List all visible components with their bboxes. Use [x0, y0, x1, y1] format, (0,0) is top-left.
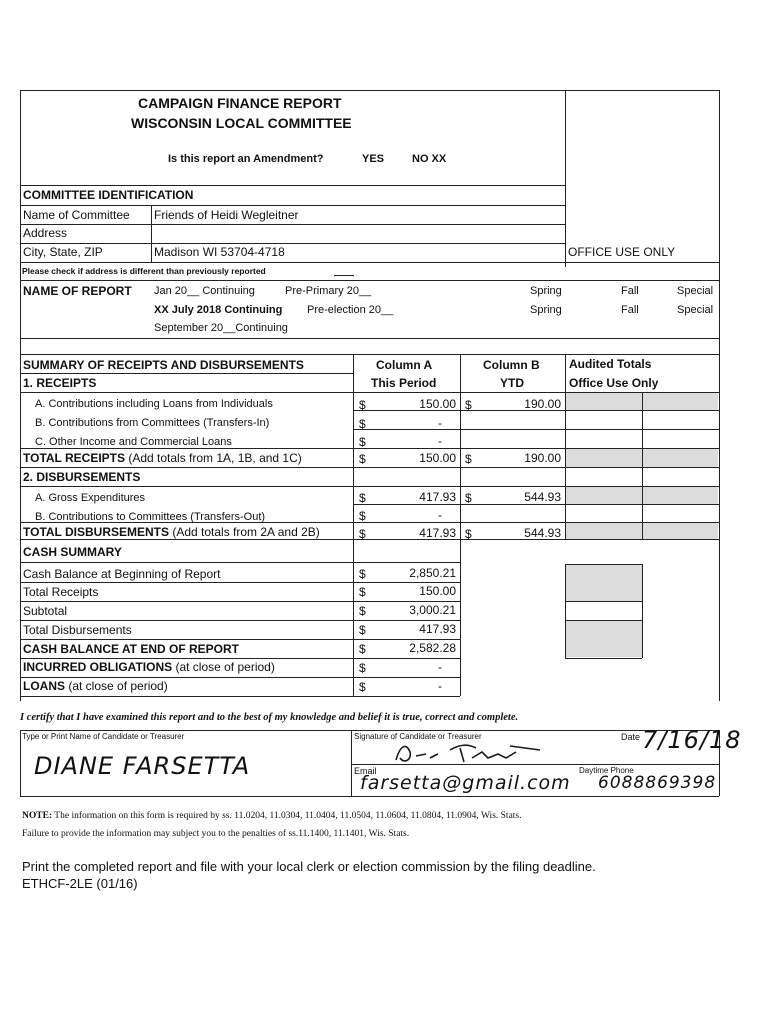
- loans-a[interactable]: -: [438, 679, 442, 693]
- other-income-a[interactable]: -: [438, 434, 442, 448]
- date-label: Date: [621, 732, 641, 742]
- dollar-sign: $: [359, 661, 366, 675]
- loans-label: LOANS (at close of period): [23, 679, 168, 693]
- gross-expenditures-a[interactable]: 417.93: [419, 490, 456, 504]
- rule: [351, 764, 719, 765]
- dollar-sign: $: [359, 527, 366, 541]
- contrib-individuals-b[interactable]: 190.00: [524, 397, 561, 411]
- rule: [20, 522, 719, 523]
- committee-section-title: COMMITTEE IDENTIFICATION: [23, 188, 194, 202]
- address-change-notice: Please check if address is different than previously reported: [22, 266, 266, 276]
- report-option-fall[interactable]: Fall: [621, 285, 639, 297]
- report-option-september[interactable]: September 20__Continuing: [154, 322, 288, 334]
- rule: [20, 467, 719, 468]
- dollar-sign: $: [359, 491, 366, 505]
- rule: [565, 620, 642, 621]
- form-subtitle: WISCONSIN LOCAL COMMITTEE: [131, 115, 352, 131]
- cash-end-a[interactable]: 2,582.28: [409, 641, 456, 655]
- report-option-july[interactable]: XX July 2018 Continuing: [154, 304, 283, 316]
- report-option-special[interactable]: Special: [677, 285, 714, 297]
- incurred-label: INCURRED OBLIGATIONS (at close of period): [23, 660, 275, 674]
- rule: [20, 262, 719, 263]
- form-id: ETHCF-2LE (01/16): [22, 876, 138, 891]
- dollar-sign: $: [359, 680, 366, 694]
- rule: [353, 410, 719, 411]
- rule: [353, 429, 719, 430]
- dollar-sign: $: [465, 452, 472, 466]
- note-line-2: Failure to provide the information may subject you to the penalties of ss.11.1400, 11.1401, Wis. Stats.: [22, 829, 410, 839]
- note-line-1: NOTE: The information on this form is required by ss. 11.0204, 11.0304, 11.0404, 11.0504, 11.0604, 11.0804, 11.0904, Wis. Stats.: [22, 811, 522, 821]
- row-label: Cash Balance at Beginning of Report: [23, 567, 221, 581]
- total-disbursements-b[interactable]: 544.93: [524, 526, 561, 540]
- audited-subheader: Office Use Only: [569, 376, 659, 390]
- dollar-sign: $: [359, 417, 366, 431]
- cash-begin-a[interactable]: 2,850.21: [409, 566, 456, 580]
- total-receipts-a[interactable]: 150.00: [419, 451, 456, 465]
- report-option-jan[interactable]: Jan 20__ Continuing: [154, 285, 255, 297]
- city-state-zip-field[interactable]: Madison WI 53704-4718: [154, 245, 285, 259]
- cash-receipts-a[interactable]: 150.00: [419, 584, 456, 598]
- dollar-sign: $: [359, 452, 366, 466]
- row-label: B. Contributions to Committees (Transfers-Out): [35, 511, 266, 523]
- print-instruction: Print the completed report and file with your local clerk or election commission by the filing deadline.: [22, 859, 596, 874]
- audited-cell: [566, 393, 642, 410]
- dollar-sign: $: [359, 623, 366, 637]
- dollar-sign: $: [359, 585, 366, 599]
- rule: [20, 243, 565, 244]
- rule: [20, 373, 353, 374]
- contrib-committees-a[interactable]: -: [438, 416, 442, 430]
- form-title: CAMPAIGN FINANCE REPORT: [138, 95, 342, 111]
- total-receipts-b[interactable]: 190.00: [524, 451, 561, 465]
- certification-statement: I certify that I have examined this report and to the best of my knowledge and belief it is true, correct and complete.: [20, 712, 519, 723]
- print-name-label: Type or Print Name of Candidate or Treasurer: [22, 732, 185, 741]
- rule: [20, 677, 460, 678]
- rule: [565, 658, 642, 659]
- total-disbursements-label: TOTAL DISBURSEMENTS (Add totals from 2A and 2B): [23, 525, 320, 539]
- report-option-special-2[interactable]: Special: [677, 304, 714, 316]
- row-label: CASH BALANCE AT END OF REPORT: [23, 642, 239, 656]
- audited-cell: [643, 522, 718, 539]
- rule: [20, 280, 719, 281]
- dollar-sign: $: [359, 398, 366, 412]
- row-label: Total Disbursements: [23, 623, 132, 637]
- rule: [565, 354, 566, 539]
- total-receipts-label: TOTAL RECEIPTS (Add totals from 1A, 1B, and 1C): [23, 451, 302, 465]
- gross-expenditures-b[interactable]: 544.93: [524, 490, 561, 504]
- disbursements-title: 2. DISBURSEMENTS: [23, 470, 141, 484]
- rule: [565, 564, 642, 565]
- audited-cell: [643, 393, 718, 410]
- dollar-sign: $: [359, 435, 366, 449]
- audited-cell: [566, 620, 642, 657]
- audited-cell: [643, 448, 718, 467]
- audited-cell: [566, 522, 642, 539]
- frame-right: [719, 90, 720, 701]
- row-label: B. Contributions from Committees (Transfers-In): [35, 417, 270, 429]
- audited-cell: [643, 486, 718, 504]
- rule: [20, 392, 719, 393]
- rule: [20, 205, 565, 206]
- dollar-sign: $: [465, 398, 472, 412]
- phone-label: Daytime Phone: [579, 766, 634, 775]
- rule: [460, 354, 461, 696]
- contrib-out-a[interactable]: -: [438, 508, 442, 522]
- summary-title: SUMMARY OF RECEIPTS AND DISBURSEMENTS: [23, 358, 304, 372]
- print-name-field[interactable]: DIANE FARSETTA: [34, 752, 251, 780]
- frame-left: [20, 90, 21, 701]
- email-field[interactable]: farsetta@gmail.com: [360, 772, 571, 794]
- rule: [20, 338, 719, 339]
- rule: [20, 620, 460, 621]
- report-option-preelection[interactable]: Pre-election 20__: [307, 304, 394, 316]
- report-option-spring-2[interactable]: Spring: [530, 304, 562, 316]
- rule: [20, 696, 460, 697]
- dollar-sign: $: [465, 527, 472, 541]
- subtotal-a[interactable]: 3,000.21: [409, 603, 456, 617]
- rule: [151, 205, 152, 262]
- rule: [565, 601, 642, 602]
- audited-cell: [566, 486, 642, 504]
- dollar-sign: $: [359, 567, 366, 581]
- report-option-spring[interactable]: Spring: [530, 285, 562, 297]
- col-a-subheader: This Period: [371, 376, 437, 390]
- row-label: Subtotal: [23, 604, 68, 618]
- audited-header: Audited Totals: [569, 357, 652, 371]
- rule: [20, 582, 460, 583]
- committee-name-label: Name of Committee: [23, 208, 130, 222]
- rule: [20, 354, 719, 355]
- committee-name-field[interactable]: Friends of Heidi Wegleitner: [154, 208, 299, 222]
- frame-top: [20, 90, 719, 91]
- address-label: Address: [23, 226, 68, 240]
- rule: [20, 601, 460, 602]
- date-field[interactable]: 7/16/18: [642, 726, 742, 754]
- address-field[interactable]: [154, 225, 564, 243]
- row-label: Total Receipts: [23, 585, 99, 599]
- cash-disbursements-a[interactable]: 417.93: [419, 622, 456, 636]
- rule: [353, 354, 354, 696]
- rule: [20, 448, 719, 449]
- amendment-no[interactable]: NO XX: [412, 153, 447, 165]
- office-use-label: OFFICE USE ONLY: [568, 245, 676, 259]
- rule: [20, 730, 21, 796]
- report-option-preprimary[interactable]: Pre-Primary 20__: [285, 285, 372, 297]
- row-label: C. Other Income and Commercial Loans: [35, 436, 232, 448]
- dollar-sign: $: [465, 491, 472, 505]
- rule: [20, 539, 719, 540]
- signature-label: Signature of Candidate or Treasurer: [354, 732, 482, 741]
- row-label: A. Contributions including Loans from Individuals: [35, 398, 273, 410]
- rule: [20, 185, 565, 186]
- audited-cell: [566, 564, 642, 601]
- cash-summary-title: CASH SUMMARY: [23, 545, 122, 559]
- row-label: A. Gross Expenditures: [35, 492, 146, 504]
- rule: [351, 730, 352, 796]
- email-label: Email: [354, 766, 377, 776]
- rule: [20, 730, 719, 731]
- report-name-label: NAME OF REPORT: [23, 284, 132, 298]
- dollar-sign: $: [359, 642, 366, 656]
- col-a-header: Column A: [376, 358, 433, 372]
- rule: [20, 486, 719, 487]
- contrib-individuals-a[interactable]: 150.00: [419, 397, 456, 411]
- audited-cell: [566, 448, 642, 467]
- rule: [20, 639, 460, 640]
- amendment-question: Is this report an Amendment?: [168, 153, 324, 165]
- rule: [642, 564, 643, 658]
- rule: [20, 562, 460, 563]
- rule: [353, 504, 719, 505]
- office-divider: [565, 90, 566, 267]
- receipts-title: 1. RECEIPTS: [23, 376, 97, 390]
- city-state-zip-label: City, State, ZIP: [23, 245, 103, 259]
- rule: [565, 564, 566, 658]
- rule: [20, 658, 460, 659]
- address-change-checkbox[interactable]: [334, 275, 354, 276]
- dollar-sign: $: [359, 604, 366, 618]
- col-b-header: Column B: [483, 358, 540, 372]
- phone-field[interactable]: 6088869398: [598, 773, 717, 793]
- amendment-yes[interactable]: YES: [362, 153, 385, 165]
- incurred-a[interactable]: -: [438, 660, 442, 674]
- report-option-fall-2[interactable]: Fall: [621, 304, 639, 316]
- col-b-subheader: YTD: [500, 376, 524, 390]
- total-disbursements-a[interactable]: 417.93: [419, 526, 456, 540]
- dollar-sign: $: [359, 509, 366, 523]
- rule: [20, 796, 719, 797]
